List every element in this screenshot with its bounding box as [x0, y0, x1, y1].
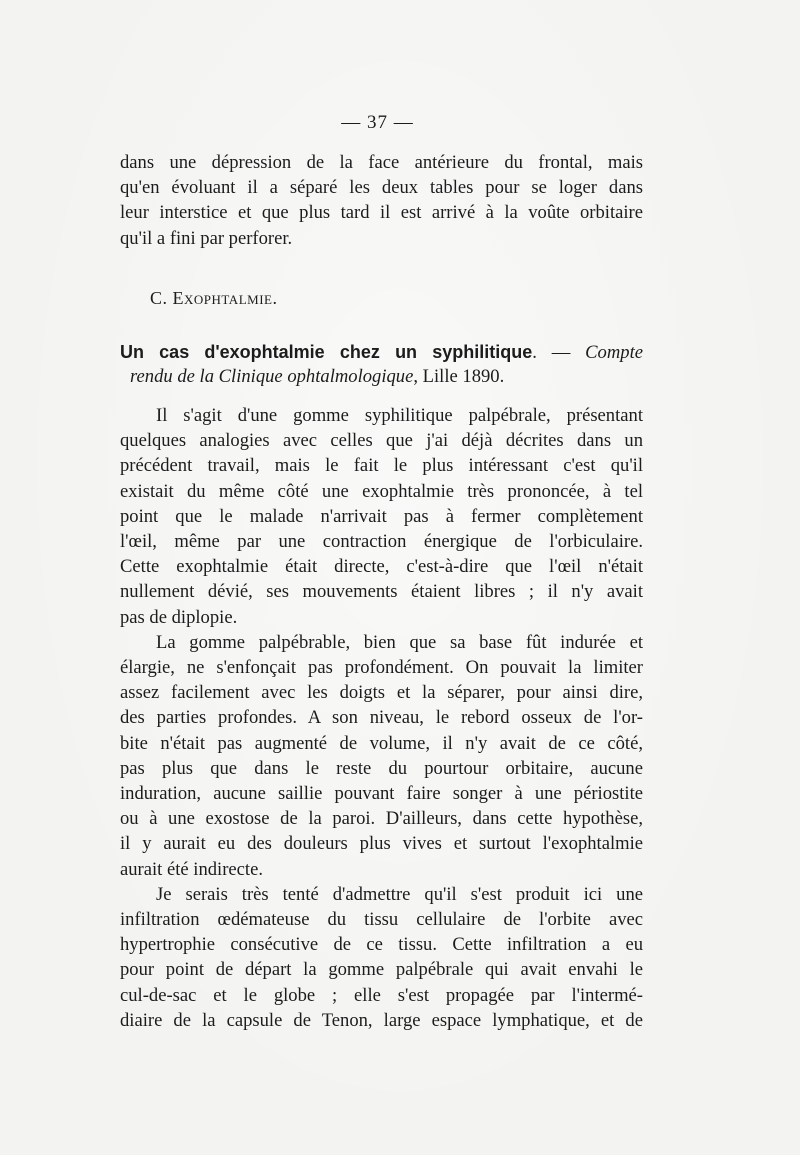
text-line: bite n'était pas augmenté de volume, il n'y avait de ce côté, [120, 732, 643, 754]
text-line: Cette exophtalmie était directe, c'est-à-dire que l'œil n'était [120, 556, 643, 578]
text-line: point que le malade n'arrivait pas à fermer complètement [120, 505, 643, 527]
text-line: cul-de-sac et le globe ; elle s'est propagée par l'intermé- [120, 984, 643, 1006]
text-line: élargie, ne s'enfonçait pas profondément. On pouvait la limiter [120, 657, 643, 679]
entry-source-rest: , Lille 1890. [413, 366, 505, 387]
text-line: hypertrophie consécutive de ce tissu. Cette infiltration a eu [120, 934, 643, 956]
paragraph [120, 630, 643, 882]
text-line: diaire de la capsule de Tenon, large espace lymphatique, et de [120, 1009, 643, 1031]
entry-line-2 [120, 365, 643, 389]
text-line: La gomme palpébrable, bien que sa base fût indurée et [156, 631, 643, 653]
text-line: qu'en évoluant il a séparé les deux tables pour se loger dans [120, 177, 643, 199]
text-line: l'œil, même par une contraction énergique de l'orbiculaire. [120, 531, 643, 553]
text-line: pas de diplopie. [120, 606, 238, 628]
text-line: ou à une exostose de la paroi. D'ailleurs, dans cette hypothèse, [120, 808, 643, 830]
entry-title: Un cas d'exophtalmie chez un syphilitique [120, 342, 533, 362]
paragraph [120, 403, 643, 630]
section-heading [150, 288, 277, 309]
text-line: existait du même côté une exophtalmie très prononcée, à tel [120, 480, 643, 502]
text-line: nullement dévié, ses mouvements étaient libres ; il n'y avait [120, 581, 643, 603]
section-title: Exophtalmie. [172, 288, 278, 308]
text-line: Il s'agit d'une gomme syphilitique palpébrale, présentant [156, 405, 643, 426]
text-line: aurait été indirecte. [120, 858, 263, 880]
text-line: qu'il a fini par perforer. [120, 227, 293, 249]
text-line: dans une dépression de la face antérieure du frontal, mais [120, 152, 643, 173]
text-line: Je serais très tenté d'admettre qu'il s'est produit ici une [156, 883, 643, 905]
intro-paragraph [120, 150, 643, 251]
text-line: pas plus que dans le reste du pourtour orbitaire, aucune [120, 757, 643, 779]
bibliography-entry [120, 340, 643, 389]
text-line: infiltration œdémateuse du tissu cellulaire de l'orbite avec [120, 909, 643, 931]
entry-source-part-1: Compte [585, 342, 643, 363]
body-text [120, 403, 643, 1033]
text-line: assez facilement avec les doigts et la séparer, pour ainsi dire, [120, 682, 643, 704]
section-letter: C. [150, 288, 173, 308]
text-line: précédent travail, mais le fait le plus intéressant c'est qu'il [120, 455, 643, 477]
page-number: — 37 — [341, 112, 414, 133]
paragraph [120, 882, 643, 1033]
entry-source-part-2: rendu de la Clinique ophtalmologique [130, 366, 414, 387]
text-line: leur interstice et que plus tard il est arrivé à la voûte orbitaire [120, 202, 643, 224]
text-line: pour point de départ la gomme palpébrale qui avait envahi le [120, 959, 643, 981]
text-line: quelques analogies avec celles que j'ai déjà décrites dans un [120, 430, 643, 452]
entry-dash: . — [532, 342, 586, 363]
text-line: des parties profondes. A son niveau, le rebord osseux de l'or- [120, 707, 643, 729]
text-line: il y aurait eu des douleurs plus vives et surtout l'exophtalmie [120, 833, 643, 855]
text-line: induration, aucune saillie pouvant faire songer à une périostite [120, 783, 643, 805]
entry-line-1 [120, 340, 643, 365]
